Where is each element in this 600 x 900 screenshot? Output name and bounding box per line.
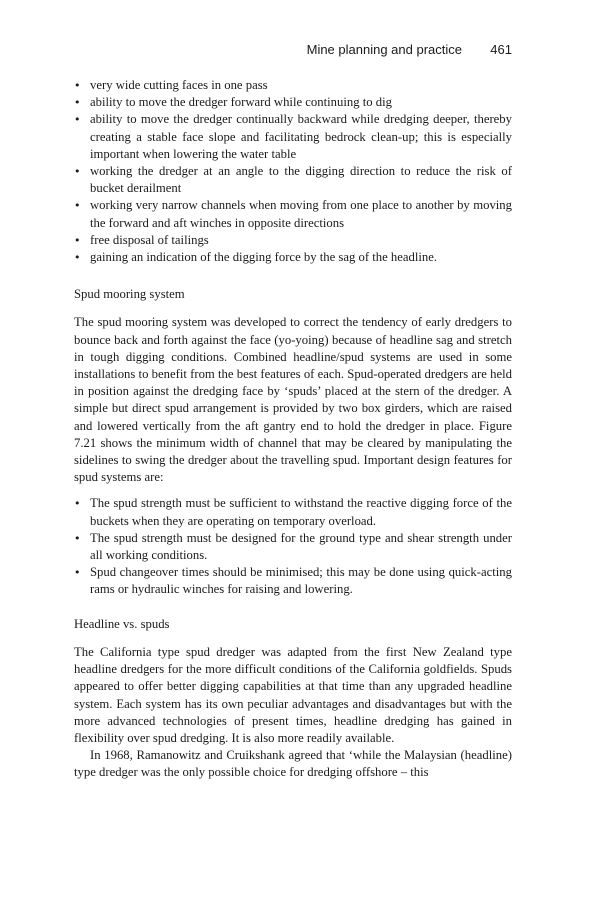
bullet-item: • working very narrow channels when moving from one place to another by moving the forward and aft winches in opposite directions <box>74 197 512 231</box>
bullet-item: • Spud changeover times should be minimised; this may be done using quick-acting rams or hydraulic winches for raising and lowering. <box>74 564 512 598</box>
bullet-item: • free disposal of tailings <box>74 232 512 249</box>
running-title: Mine planning and practice <box>306 42 462 57</box>
bullet-item: • The spud strength must be designed for the ground type and shear strength under all working conditions. <box>74 530 512 564</box>
bullet-item: • The spud strength must be sufficient to withstand the reactive digging force of the buckets when they are operating on temporary overload. <box>74 495 512 529</box>
bullet-item: • very wide cutting faces in one pass <box>74 77 512 94</box>
page-number: 461 <box>490 42 512 57</box>
bullet-item: • ability to move the dredger continually backward while dredging deeper, thereby creating a stable face slope and facilitating bedrock clean-up; this is especially important when lowering the water table <box>74 111 512 163</box>
bullet-item: • gaining an indication of the digging force by the sag of the headline. <box>74 249 512 266</box>
section-heading-spud-mooring: Spud mooring system <box>74 287 185 302</box>
body-text <box>74 77 512 782</box>
spud-mooring-paragraph: The spud mooring system was developed to correct the tendency of early dredgers to bounce back and forth against the face (yo-yoing) because of headline sag and stretch in tough digging conditions. Combined headline/spud systems are used in some installations to benefit from the best features of each. Spud-operated dredgers are held in position against the dredging face by ‘spuds’ placed at the stern of the dredger. A simple but direct spud arrangement is provided by two box girders, which are raised and lowered vertically from the aft gantry end to hold the dredger in place. Figure 7.21 shows the minimum width of channel that may be cleared by manipulating the sidelines to swing the dredger about the travelling spud. Important design features for spud systems are: <box>74 315 512 485</box>
advantages-bullet-list <box>74 77 512 266</box>
spud-design-bullet-list <box>74 495 512 598</box>
headline-vs-spuds-paragraph: The California type spud dredger was adapted from the first New Zealand type headline dredgers for the more difficult conditions of the California goldfields. Spuds appeared to offer better digging capabilities at that time than any upgraded headline system. Each system has its own peculiar advantages and disadvantages but with the more advanced technologies of present times, headline dredging has gained in flexibility over spud dredging. It is also more readily available. <box>74 644 512 745</box>
ramanowitz-paragraph: In 1968, Ramanowitz and Cruikshank agreed that ‘while the Malaysian (headline) type dredger was the only possible choice for dredging offshore – this <box>74 748 512 780</box>
bullet-item: • working the dredger at an angle to the digging direction to reduce the risk of bucket derailment <box>74 163 512 197</box>
page-header <box>74 42 512 62</box>
section-heading-headline-vs-spuds: Headline vs. spuds <box>74 616 170 631</box>
bullet-item: • ability to move the dredger forward while continuing to dig <box>74 94 512 111</box>
